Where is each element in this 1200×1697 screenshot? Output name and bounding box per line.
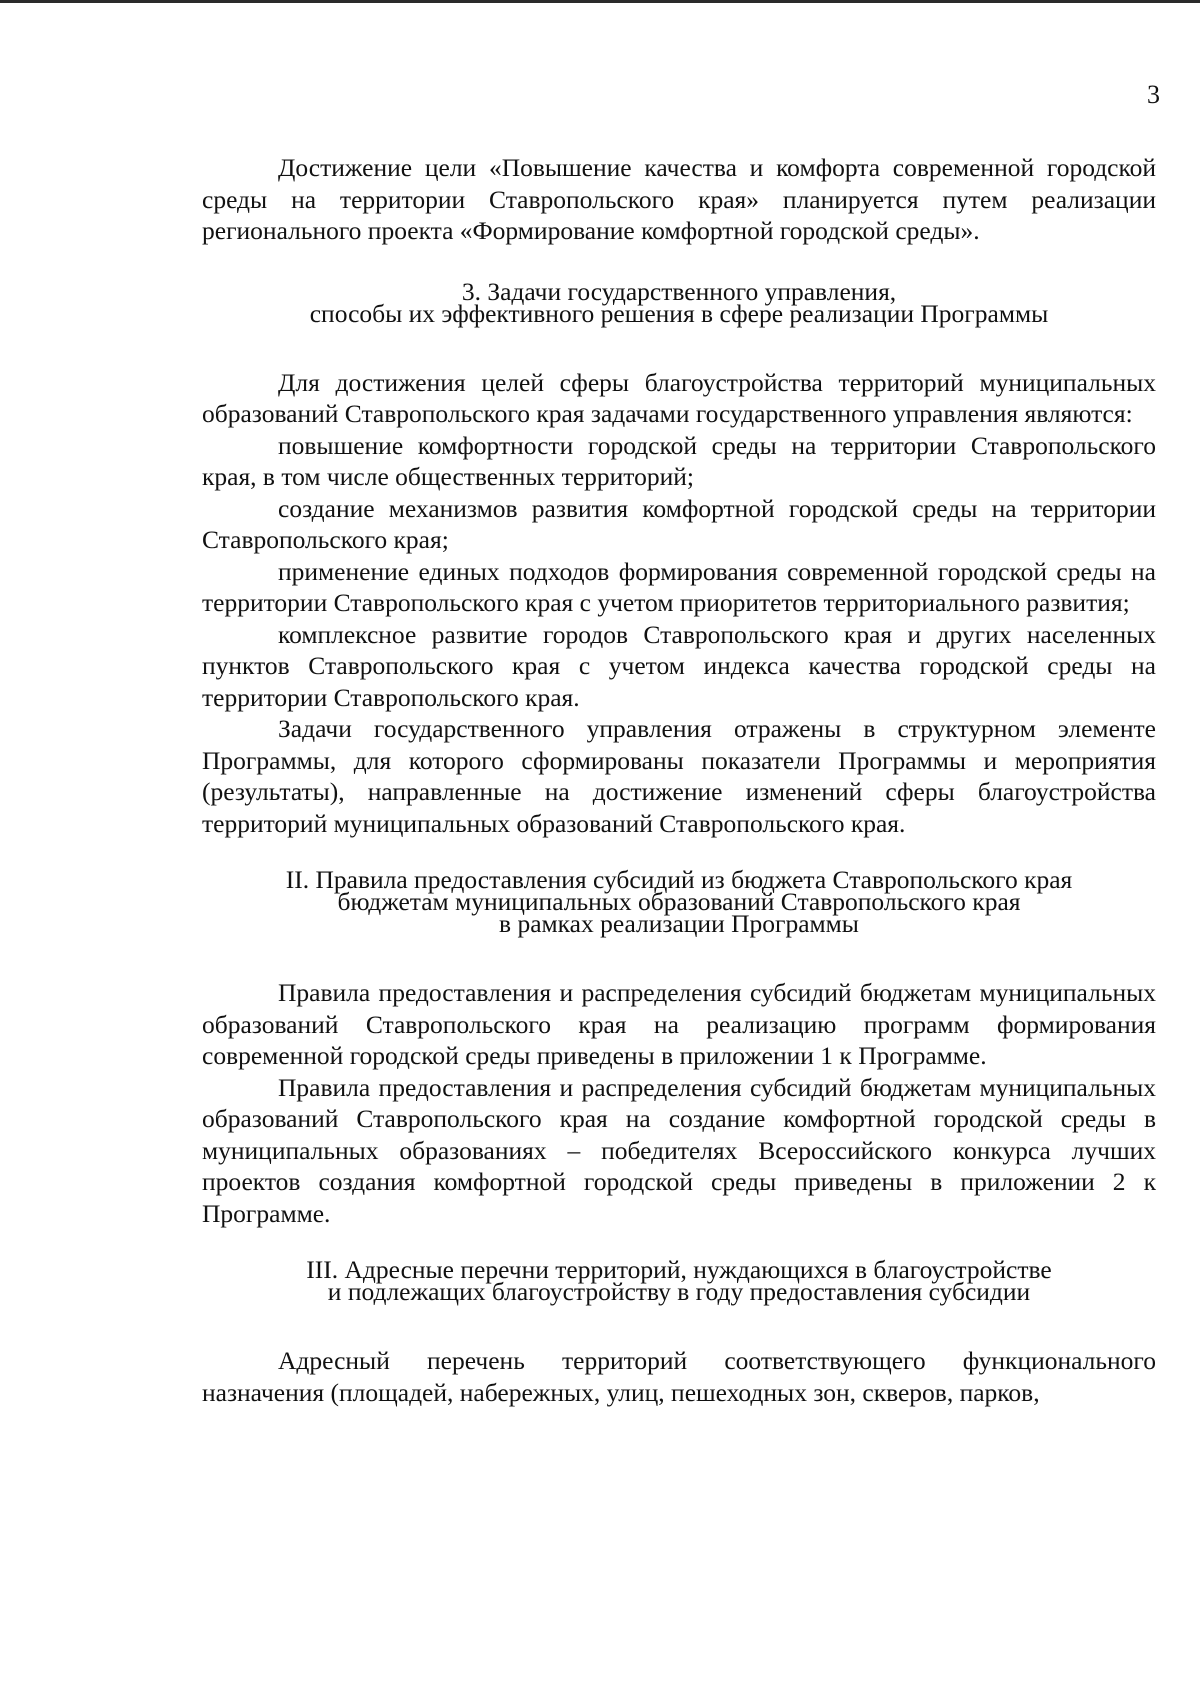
heading-line: III. Адресные перечни территорий, нуждающихся в благоустройстве (306, 1255, 1052, 1284)
paragraph: Задачи государственного управления отражены в структурном элементе Программы, для которого сформированы показатели Программы и мероприятия (результаты), направленные на достижение изменений сферы благоустройства территорий муниципальных образований Ставропольского края. (202, 714, 1156, 838)
paragraph: Правила предоставления и распределения субсидий бюджетам муниципальных образований Ставропольского края на создание комфортной городской среды в муниципальных образованиях – победителях Всероссийского конкурса лучших проектов создания комфортной городской среды приведены в приложении 2 к Программе. (202, 1072, 1156, 1228)
heading-line: 3. Задачи государственного управления, (461, 276, 897, 306)
paragraph: Адресный перечень территорий соответствующего функционального назначения (площадей, набережных, улиц, пешеходных зон, скверов, парков, (202, 1346, 1156, 1407)
section-iii-heading (202, 1255, 1156, 1306)
top-border-line (0, 0, 1200, 3)
paragraph: комплексное развитие городов Ставропольского края и других населенных пунктов Ставропольского края с учетом индекса качества городской среды на территории Ставропольского края. (202, 619, 1156, 712)
heading-line: и подлежащих благоустройству в году предоставления субсидии (327, 1277, 1031, 1306)
heading-line: бюджетам муниципальных образований Ставропольского края (337, 887, 1021, 916)
document-body (202, 152, 1156, 1408)
paragraph: применение единых подходов формирования современной городской среды на территории Ставропольского края с учетом приоритетов территориального развития; (202, 556, 1156, 617)
paragraph: Для достижения целей сферы благоустройства территорий муниципальных образований Ставропольского края задачами государственного управления являются: (202, 367, 1156, 428)
section-3-heading (202, 276, 1156, 328)
heading-line: II. Правила предоставления субсидий из бюджета Ставропольского края (285, 865, 1073, 894)
paragraph: Правила предоставления и распределения субсидий бюджетам муниципальных образований Ставропольского края на реализацию программ формирования современной городской среды приведены в приложении 1 к Программе. (202, 978, 1156, 1070)
heading-line: способы их эффективного решения в сфере реализации Программы (309, 298, 1049, 328)
paragraph: создание механизмов развития комфортной городской среды на территории Ставропольского края; (202, 493, 1156, 554)
page-number: 3 (1147, 80, 1160, 109)
section-ii-heading (202, 865, 1156, 938)
heading-line: в рамках реализации Программы (499, 909, 859, 938)
paragraph: повышение комфортности городской среды на территории Ставропольского края, в том числе общественных территорий; (202, 430, 1156, 491)
intro-paragraph: Достижение цели «Повышение качества и комфорта современной городской среды на территории Ставропольского края» планируется путем реализации регионального проекта «Формирование комфортной городской среды». (202, 153, 1156, 245)
